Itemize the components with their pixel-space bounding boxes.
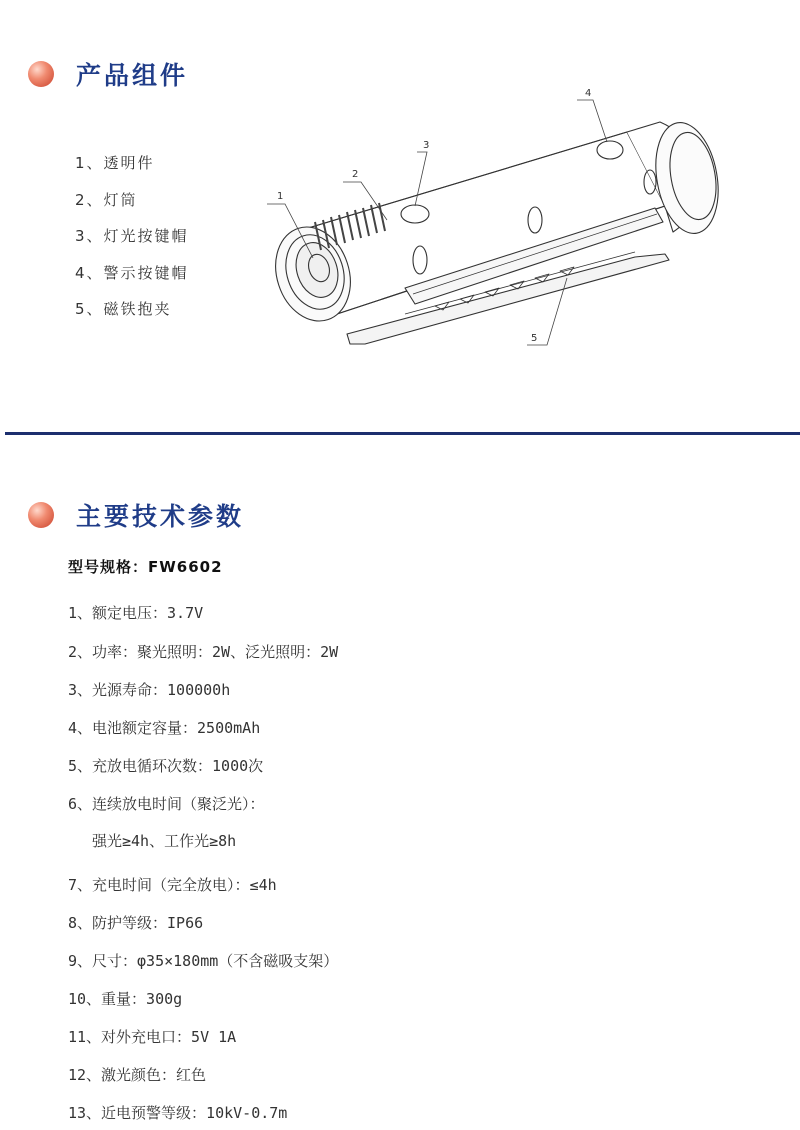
- section-header-components: [28, 56, 188, 92]
- spec-item: 13、近电预警等级：10kV-0.7m: [68, 1104, 288, 1122]
- spec-item: 8、防护等级：IP66: [68, 914, 204, 932]
- spec-item: 9、尺寸：φ35×180mm（不含磁吸支架）: [68, 952, 339, 970]
- bullet-icon: [28, 502, 54, 528]
- callout-label: 1: [277, 191, 284, 202]
- bullet-icon: [28, 61, 54, 87]
- parts-list: [75, 150, 189, 333]
- part-item: 3、灯光按键帽: [75, 227, 189, 245]
- spec-item: 11、对外充电口：5V 1A: [68, 1028, 237, 1046]
- section-divider: [5, 432, 800, 435]
- callout-label: 3: [423, 140, 430, 151]
- spec-item: 7、充电时间（完全放电）：≤4h: [68, 876, 277, 894]
- part-item: 1、透明件: [75, 154, 155, 172]
- spec-item: 强光≥4h、工作光≥8h: [92, 832, 237, 850]
- section-title: 产品组件: [76, 61, 189, 90]
- part-item: 4、警示按键帽: [75, 263, 189, 282]
- callout-label: 4: [585, 88, 592, 99]
- spec-item: 10、重量：300g: [68, 990, 183, 1008]
- model-spec: 型号规格：FW6602: [68, 558, 223, 576]
- spec-item: 6、连续放电时间（聚泛光）：: [68, 795, 265, 813]
- spec-item: 5、充放电循环次数：1000次: [68, 757, 264, 775]
- part-item: 5、磁铁抱夹: [75, 300, 172, 318]
- callout-label: 5: [531, 333, 538, 344]
- spec-item: 3、光源寿命：100000h: [68, 681, 231, 699]
- flashlight-diagram: [255, 82, 775, 372]
- part-item: 2、灯筒: [75, 190, 138, 209]
- callout-label: 2: [352, 169, 359, 180]
- spec-item: 2、功率：聚光照明：2W、泛光照明：2W: [68, 643, 339, 661]
- spec-item: 12、激光颜色：红色: [68, 1066, 207, 1084]
- section-title: 主要技术参数: [76, 502, 245, 531]
- section-header-specs: [28, 497, 244, 533]
- spec-item: 1、额定电压：3.7V: [68, 604, 204, 622]
- spec-item: 4、电池额定容量：2500mAh: [68, 719, 261, 737]
